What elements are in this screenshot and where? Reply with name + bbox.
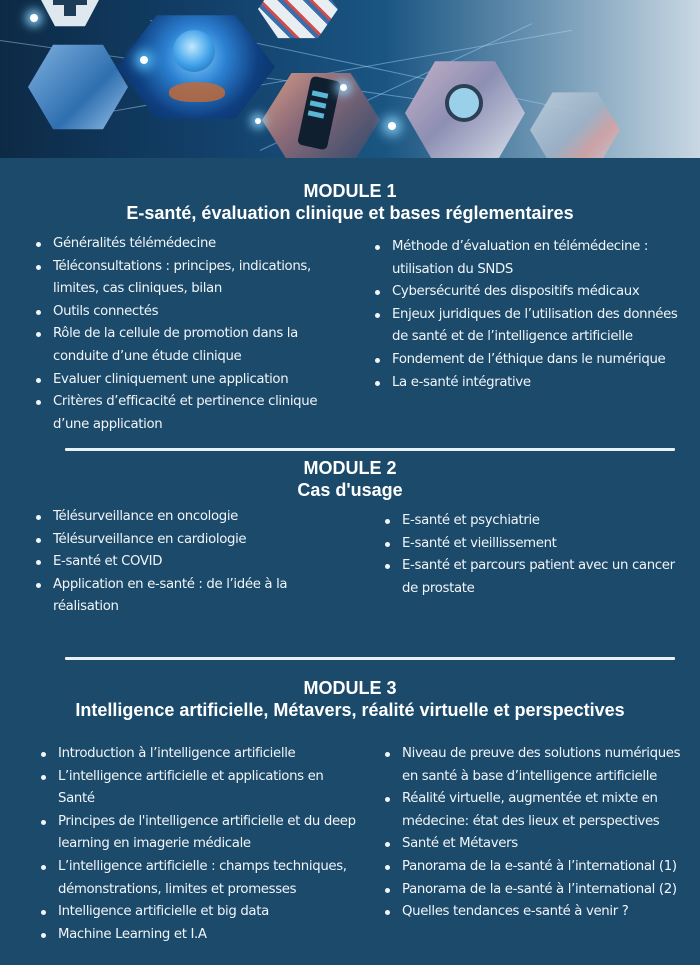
module-2-left-list xyxy=(34,506,324,619)
list-item: Cybersécurité des dispositifs médicaux xyxy=(373,281,683,304)
list-item: E-santé et psychiatrie xyxy=(383,510,683,533)
smartphone-hex xyxy=(262,70,380,164)
list-item: Intelligence artificielle et big data xyxy=(39,901,359,924)
list-item: Enjeux juridiques de l’utilisation des données de santé et de l’intelligence artificielle xyxy=(373,304,683,349)
list-item: Panorama de la e-santé à l’international (1) xyxy=(383,856,693,879)
list-item: Santé et Métavers xyxy=(383,833,693,856)
module-1-number: MODULE 1 xyxy=(303,181,397,201)
module-1-title: E-santé, évaluation clinique et bases réglementaires xyxy=(126,203,574,223)
light-dot xyxy=(140,56,148,64)
light-dot xyxy=(340,84,347,91)
module-1-left-list xyxy=(34,233,334,436)
section-divider xyxy=(65,657,675,660)
module-3-heading xyxy=(0,677,700,721)
list-item: E-santé et COVID xyxy=(34,551,324,574)
list-item: Fondement de l’éthique dans le numérique xyxy=(373,349,683,372)
list-item: Généralités télémédecine xyxy=(34,233,334,256)
module-1-heading xyxy=(0,180,700,224)
header-banner-image xyxy=(0,0,700,164)
light-dot xyxy=(388,122,396,130)
list-item: Niveau de preuve des solutions numériques en santé à base d’intelligence artificielle xyxy=(383,743,693,788)
list-item: Principes de l'intelligence artificielle et du deep learning en imagerie médicale xyxy=(39,811,359,856)
list-item: E-santé et parcours patient avec un cancer de prostate xyxy=(383,555,683,600)
globe-icon xyxy=(173,30,215,72)
list-item: La e-santé intégrative xyxy=(373,372,683,395)
list-item: Introduction à l’intelligence artificielle xyxy=(39,743,359,766)
list-item: Critères d’efficacité et pertinence clinique d’une application xyxy=(34,391,334,436)
list-item: Evaluer cliniquement une application xyxy=(34,369,334,392)
list-item: E-santé et vieillissement xyxy=(383,533,683,556)
list-item: Réalité virtuelle, augmentée et mixte en médecine: état des lieux et perspectives xyxy=(383,788,693,833)
module-3-left-list xyxy=(39,743,359,946)
module-2-heading xyxy=(0,457,700,501)
module-1-right-list xyxy=(373,236,683,394)
list-item: Quelles tendances e-santé à venir ? xyxy=(383,901,693,924)
list-item: Télésurveillance en oncologie xyxy=(34,506,324,529)
section-divider xyxy=(65,448,675,451)
list-item: Téléconsultations : principes, indications, limites, cas cliniques, bilan xyxy=(34,256,334,301)
list-item: L’intelligence artificielle : champs techniques, démonstrations, limites et promesses xyxy=(39,856,359,901)
module-3-number: MODULE 3 xyxy=(303,678,397,698)
list-item: Application en e-santé : de l’idée à la réalisation xyxy=(34,574,324,619)
list-item: Outils connectés xyxy=(34,301,334,324)
list-item: L’intelligence artificielle et applications en Santé xyxy=(39,766,359,811)
pills-hex xyxy=(258,0,338,40)
light-dot xyxy=(255,118,261,124)
light-dot xyxy=(30,14,38,22)
list-item: Télésurveillance en cardiologie xyxy=(34,529,324,552)
module-2-title: Cas d'usage xyxy=(297,480,403,500)
list-item: Panorama de la e-santé à l’international (2) xyxy=(383,879,693,902)
medical-cross-icon xyxy=(40,0,100,28)
module-2-number: MODULE 2 xyxy=(303,458,397,478)
doctor-hex xyxy=(530,90,620,164)
module-3-title: Intelligence artificielle, Métavers, réalité virtuelle et perspectives xyxy=(75,700,625,720)
banner-bottom-edge xyxy=(0,158,700,164)
module-3-right-list xyxy=(383,743,693,924)
list-item: Rôle de la cellule de promotion dans la conduite d’une étude clinique xyxy=(34,323,334,368)
list-item: Méthode d’évaluation en télémédecine : utilisation du SNDS xyxy=(373,236,683,281)
list-item: Machine Learning et I.A xyxy=(39,924,359,947)
module-2-right-list xyxy=(383,510,683,600)
